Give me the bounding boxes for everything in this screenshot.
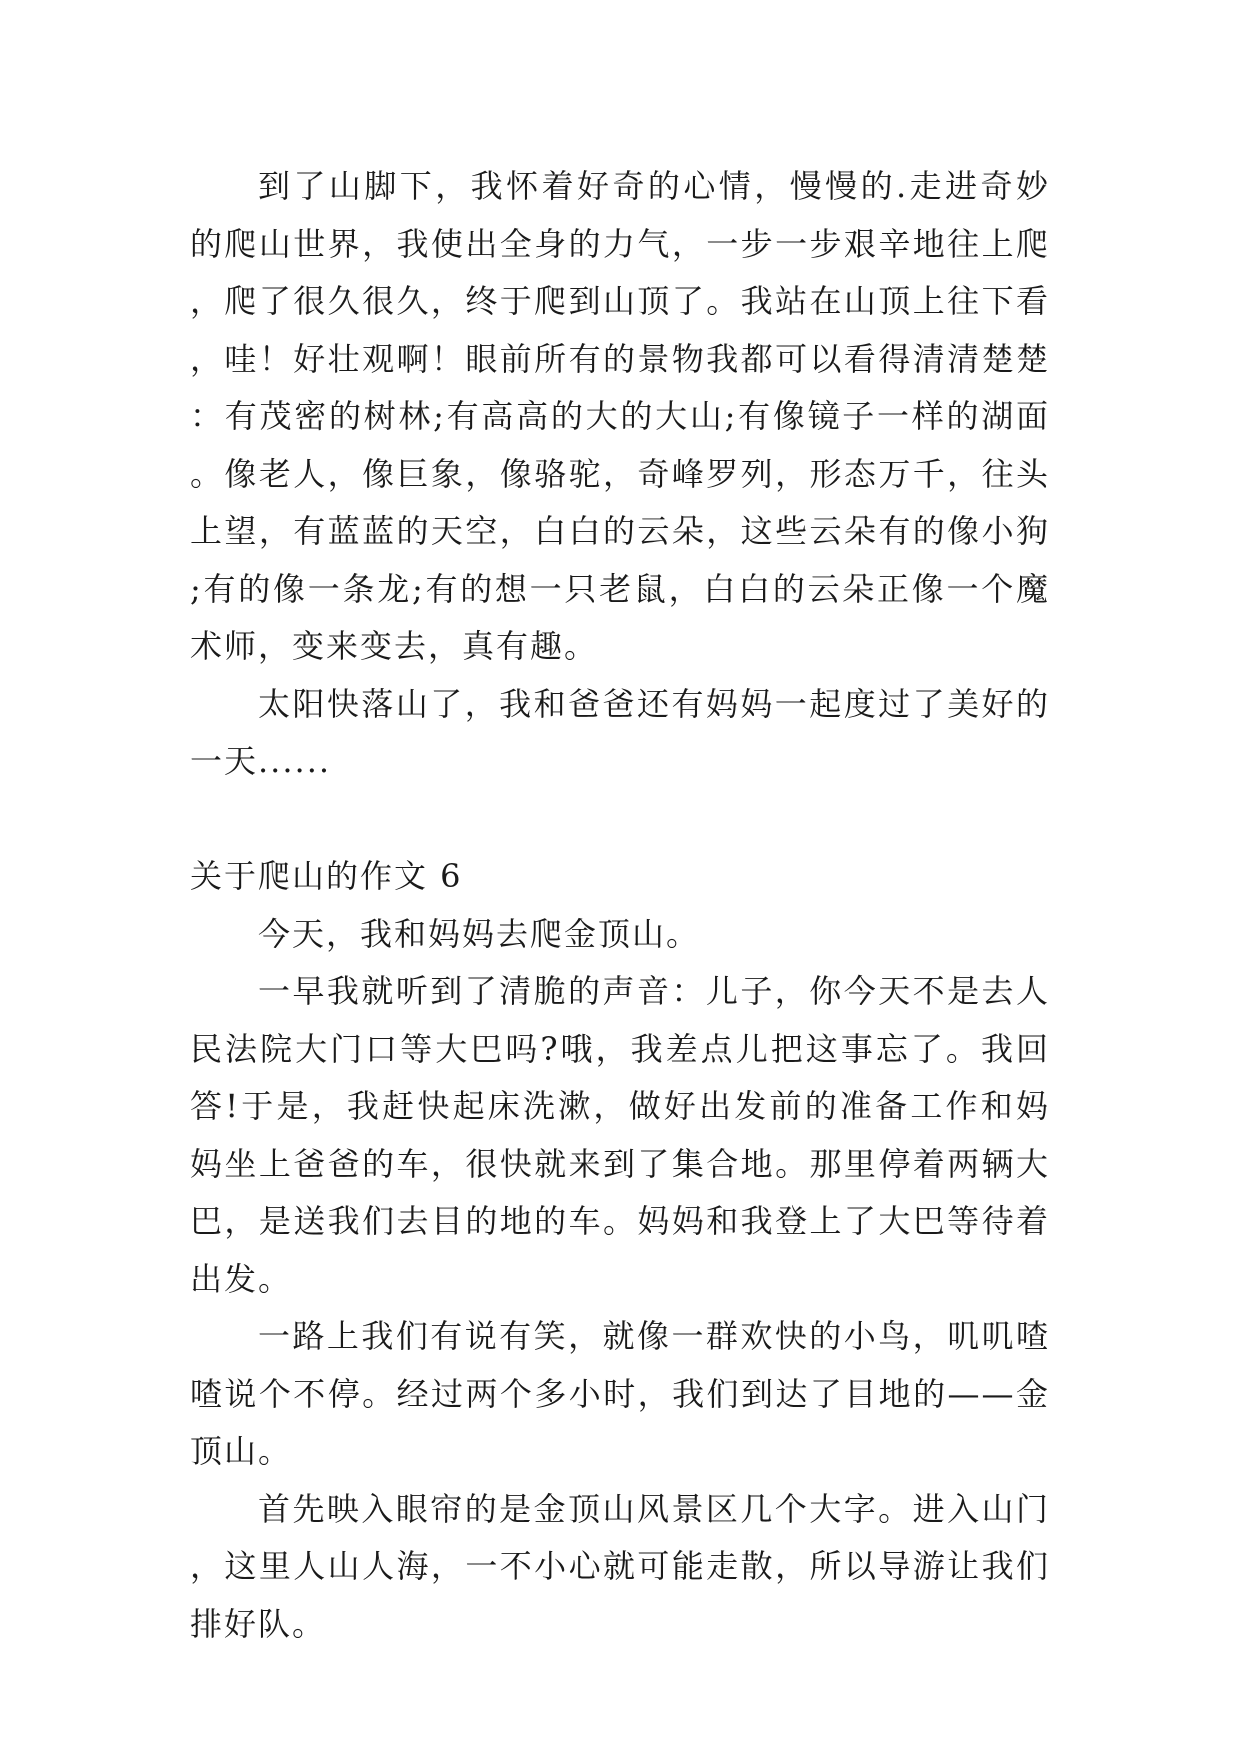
paragraph-journey: 一路上我们有说有笑，就像一群欢快的小鸟，叽叽喳喳说个不停。经过两个多小时，我们到达了目地的——金顶山。 [190, 1317, 1050, 1470]
paragraph-intro: 今天，我和妈妈去爬金顶山。 [258, 914, 701, 953]
document-body [190, 158, 1050, 1653]
paragraph-arrival: 首先映入眼帘的是金顶山风景区几个大字。进入山门，这里人山人海，一不小心就可能走散，所以导游让我们排好队。 [190, 1489, 1050, 1643]
paragraph-morning: 一早我就听到了清脆的声音：儿子，你今天不是去人民法院大门口等大巴吗?哦，我差点儿把这事忘了。我回答!于是，我赶快起床洗漱，做好出发前的准备工作和妈妈坐上爸爸的车，很快就来到了集合地。那里停着两辆大巴，是送我们去目的地的车。妈妈和我登上了大巴等待着出发。 [190, 972, 1050, 1298]
section-title: 关于爬山的作文 6 [190, 857, 463, 895]
section-gap [190, 791, 1050, 849]
paragraph-mountain-top: 到了山脚下，我怀着好奇的心情，慢慢的.走进奇妙的爬山世界，我使出全身的力气，一步一步艰辛地往上爬，爬了很久很久，终于爬到山顶了。我站在山顶上往下看，哇！好壮观啊！眼前所有的景物我都可以看得清清楚楚：有茂密的树林;有高高的大的大山;有像镜子一样的湖面。像老人，像巨象，像骆驼，奇峰罗列，形态万千，往头上望，有蓝蓝的天空，白白的云朵，这些云朵有的像小狗;有的像一条龙;有的想一只老鼠，白白的云朵正像一个魔术师，变来变去，真有趣。 [190, 167, 1050, 665]
paragraph-sunset: 太阳快落山了，我和爸爸还有妈妈一起度过了美好的一天...... [190, 684, 1050, 780]
